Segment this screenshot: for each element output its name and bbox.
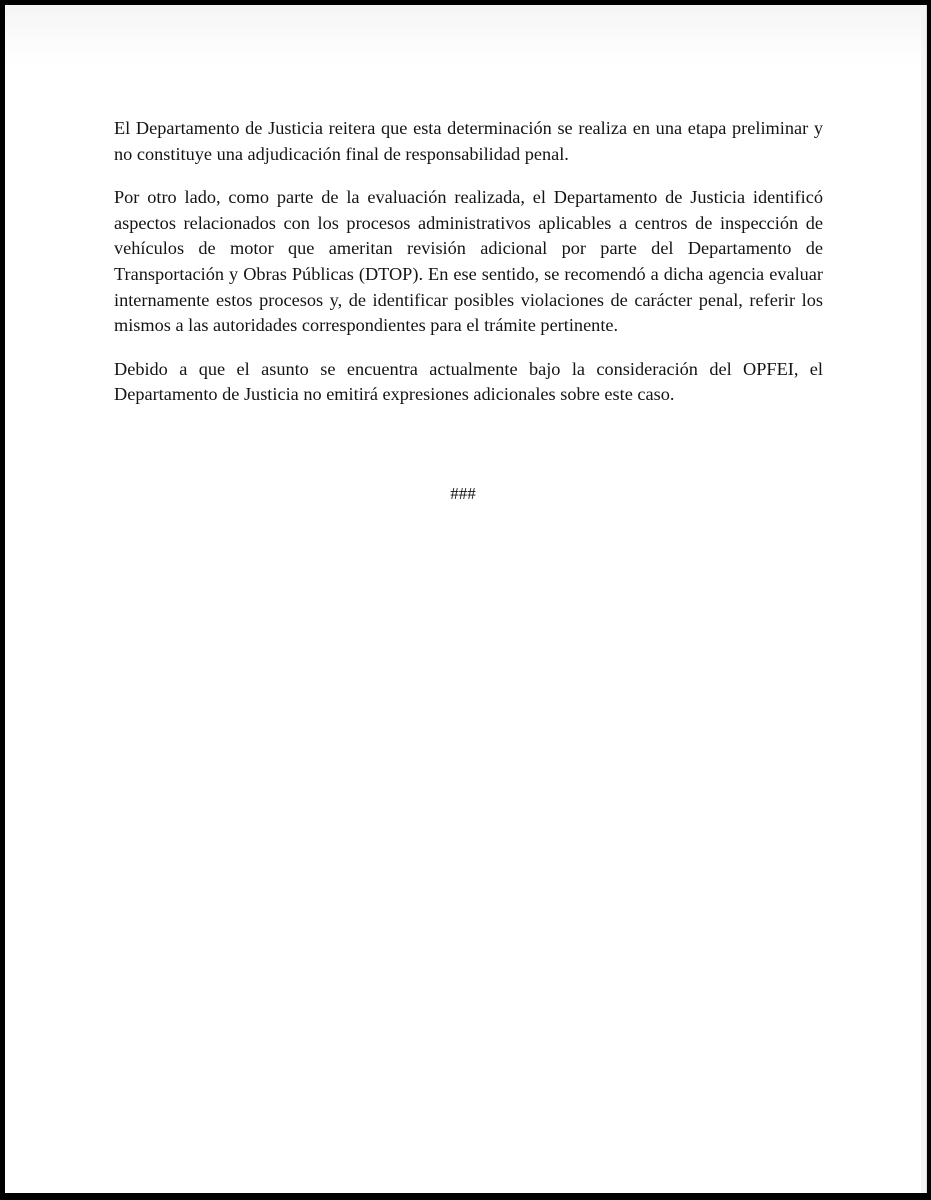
page-right-edge [921, 5, 927, 1193]
paragraph-opfei-statement: Debido a que el asunto se encuentra actualmente bajo la consideración del OPFEI, el Departamento de Justicia no emitirá expresiones adicionales sobre este caso. [114, 358, 823, 405]
document-page [5, 5, 921, 1193]
end-of-release-mark: ### [450, 484, 476, 503]
paragraph-dtop-recommendation: Por otro lado, como parte de la evaluación realizada, el Departamento de Justicia identificó aspectos relacionados con los procesos administrativos aplicables a centros de inspección de vehículos de motor que ameritan revisión adicional por parte del Departamento de Transportación y Obras Públicas (DTOP). En ese sentido, se recomendó a dicha agencia evaluar internamente estos procesos y, de identificar posibles violaciones de carácter penal, referir los mismos a las autoridades correspondientes para el trámite pertinente. [114, 187, 823, 336]
page-top-shadow [5, 5, 921, 65]
document-body [114, 116, 823, 426]
paragraph-determination: El Departamento de Justicia reitera que esta determinación se realiza en una etapa preliminar y no constituye una adjudicación final de responsabilidad penal. [114, 118, 823, 164]
